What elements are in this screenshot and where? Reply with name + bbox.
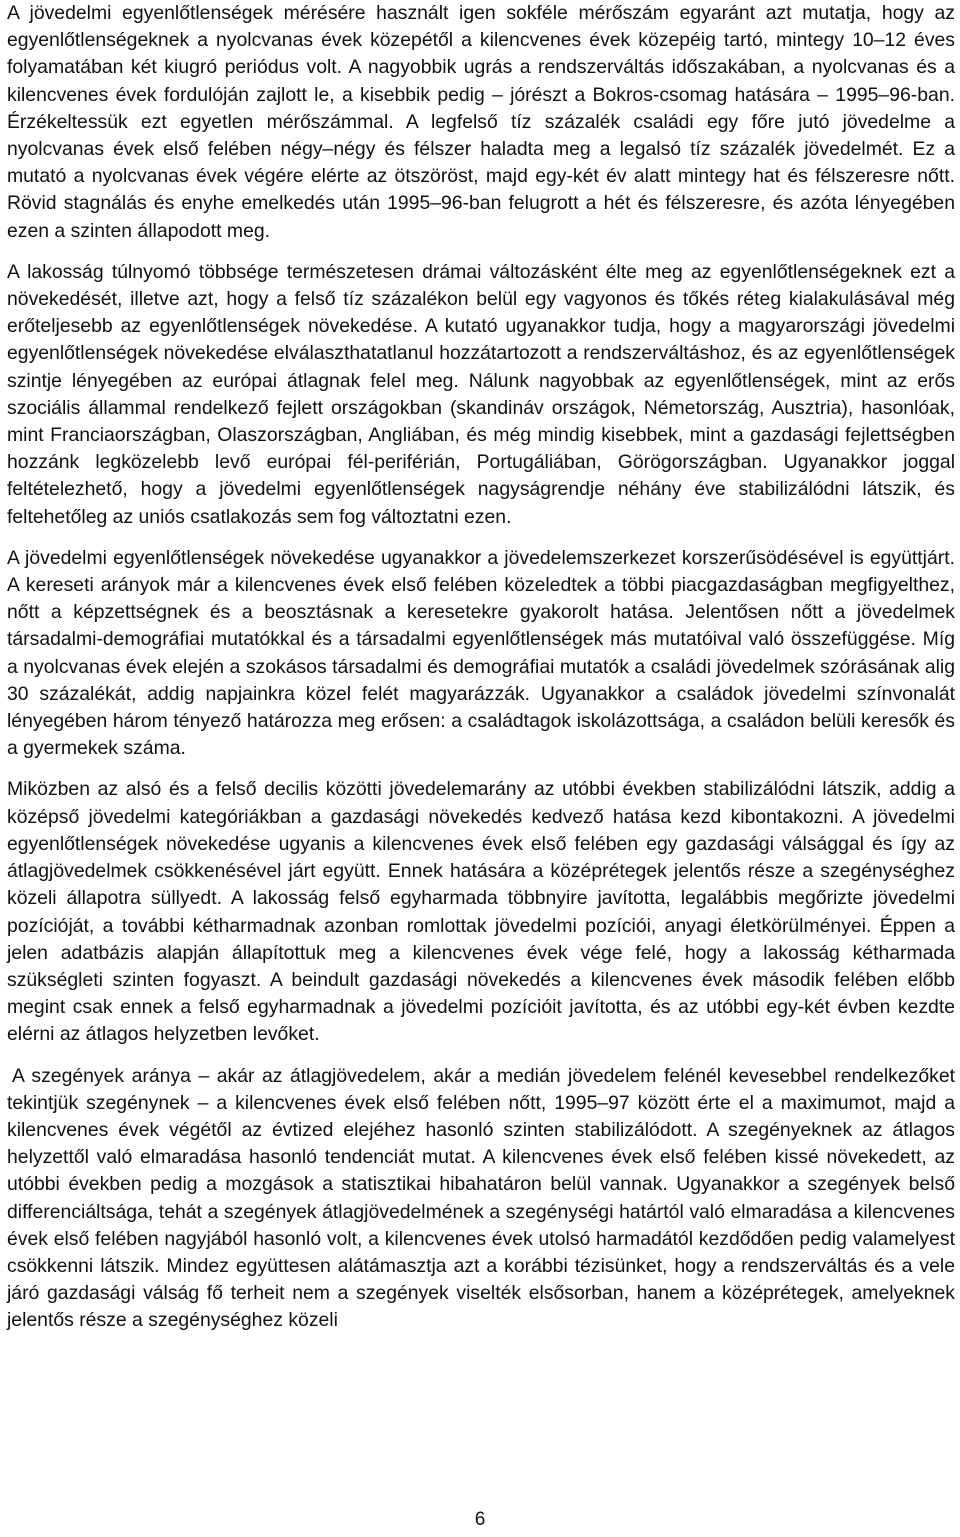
paragraph-poverty-rate: A szegények aránya – akár az átlagjövedelem, akár a medián jövedelem felénél kevesebbel rendelkezőket tekintjük szegénynek – a kilencvenes évek első felében nőtt, 1995–97 között érte el a maximumot, majd a kilencvenes évek végétől az évtized elejéhez hasonló szinten stabilizálódott. A szegényeknek az átlagos helyzettől való elmaradása hasonló tendenciát mutat. A kilencvenes évek első felében kissé növekedett, az utóbbi években pedig a mozgások a statisztikai hibahatáron belül vannak. Ugyanakkor a szegények belső differenciáltsága, tehát a szegények átlagjövedelmének a szegénységi határtól való elmaradása a kilencvenes évek első felében nagyjából hasonló volt, a kilencvenes évek utolsó harmadától kezdődően pedig valamelyest csökkenni látszik. Mindez együttesen alátámasztja azt a korábbi tézisünket, hogy a rendszerváltás és a vele járó gazdasági válság fő terheit nem a szegények viselték elsősorban, hanem a középrétegek, amelyeknek jelentős része a szegénységhez közeli — [7, 1064, 955, 1332]
paragraph-income-structure: A jövedelmi egyenlőtlenségek növekedése ugyanakkor a jövedelemszerkezet korszerűsödésével is együttjárt. A kereseti arányok már a kilencvenes évek első felében közeledtek a többi piacgazdaságban megfigyelthez, nőtt a képzettségnek és a beosztásnak a keresetekre gyakorolt hatása. Jelentősen nőtt a jövedelmek társadalmi-demográfiai mutatókkal és a társadalmi egyenlőtlenségek más mutatóival való összefüggése. Míg a nyolcvanas évek elején a szokásos társadalmi és demográfiai mutatók a családi jövedelmek szórásának alig 30 százalékát, addig napjainkra közel felét magyarázzák. Ugyanakkor a családok jövedelmi színvonalát lényegében három tényező határozza meg erősen: a családtagok iskolázottsága, a családon belüli keresők és a gyermekek száma. — [7, 546, 955, 760]
text-body — [7, 0, 955, 1335]
paragraph-income-inequality-measures: A jövedelmi egyenlőtlenségek mérésére használt igen sokféle mérőszám egyaránt azt mutatja, hogy az egyenlőtlenségeknek a nyolcvanas évek közepétől a kilencvenes évek közepéig tartó, mintegy 10–12 éves folyamatában két kiugró periódus volt. A nagyobbik ugrás a rendszerváltás időszakában, a nyolcvanas és a kilencvenes évek fordulóján zajlott le, a kisebbik pedig – jórészt a Bokros-csomag hatására – 1995–96-ban. Érzékeltessük ezt egyetlen mérőszámmal. A legfelső tíz százalék családi egy főre jutó jövedelme a nyolcvanas évek első felében négy–négy és félszer haladta meg a legalsó tíz százalék jövedelmét. Ez a mutató a nyolcvanas évek végére elérte az ötszöröst, majd egy-két év alatt mintegy hat és félszeresre nőtt. Rövid stagnálás és enyhe emelkedés után 1995–96-ban felugrott a hét és félszeresre, és azóta lényegében ezen a szinten állapodott meg. — [7, 2, 955, 242]
page-number: 6 — [474, 1509, 486, 1530]
paragraph-middle-income: Miközben az alsó és a felső decilis közötti jövedelemarány az utóbbi években stabilizálódni látszik, addig a középső jövedelmi kategóriákban a gazdasági növekedés kedvező hatása kezd kibontakozni. A jövedelmi egyenlőtlenségek növekedése ugyanis a kilencvenes évek első felében egy gazdasági válsággal és így az átlagjövedelmek csökkenésével járt együtt. Ennek hatására a középrétegek jelentős része a szegénységhez közeli állapotra süllyedt. A lakosság felső egyharmada többnyire javította, legalábbis megőrizte jövedelmi pozícióját, a további kétharmadnak azonban romlottak jövedelmi pozíciói, anyagi életkörülményei. Éppen a jelen adatbázis alapján állapítottuk meg a kilencvenes évek vége felé, hogy a lakosság kétharmada szükségleti szinten fogyaszt. A beindult gazdasági növekedés a kilencvenes évek második felében előbb megint csak ennek a felső egyharmadnak a jövedelmi pozícióit javította, és az utóbbi egy-két évben kezdte elérni az átlagos helyzetben levőket. — [7, 778, 955, 1046]
paragraph-public-perception: A lakosság túlnyomó többsége természetesen drámai változásként élte meg az egyenlőtlenségeknek ezt a növekedését, illetve azt, hogy a felső tíz százalékon belül egy vagyonos és tőkés réteg kialakulásával még erőteljesebb az egyenlőtlenségek növekedése. A kutató ugyanakkor tudja, hogy a magyarországi jövedelmi egyenlőtlenségek növekedése elválaszthatatlanul hozzátartozott a rendszerváltáshoz, és az egyenlőtlenségek szintje lényegében az európai átlagnak felel meg. Nálunk nagyobbak az egyenlőtlenségek, mint az erős szociális állammal rendelkező fejlett országokban (skandináv országok, Németország, Ausztria), hasonlóak, mint Franciaországban, Olaszországban, Angliában, és még mindig kisebbek, mint a gazdasági fejlettségben hozzánk legközelebb levő európai fél-periférián, Portugáliában, Görögországban. Ugyanakkor joggal feltételezhető, hogy a jövedelmi egyenlőtlenségek nagyságrendje néhány éve stabilizálódni látszik, és feltehetőleg az uniós csatlakozás sem fog változtatni ezen. — [7, 260, 955, 528]
